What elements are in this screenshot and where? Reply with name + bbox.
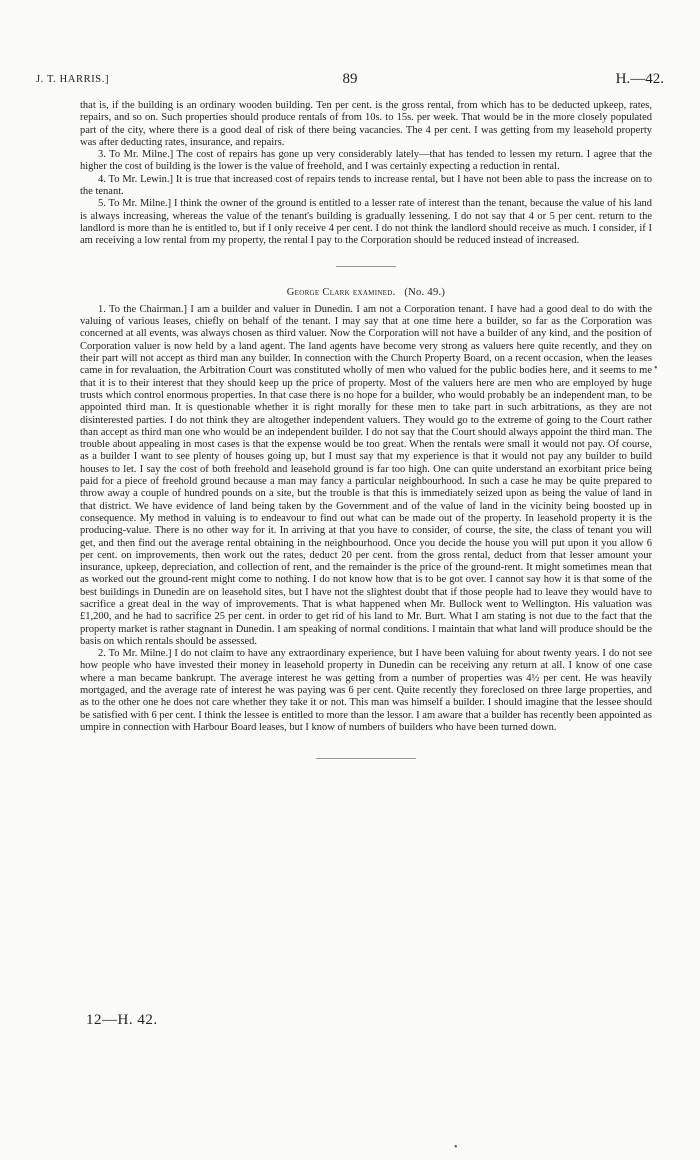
paragraph-answer-3: 3. To Mr. Milne.] The cost of repairs has gone up very considerably lately—that has tended to lessen my return. I agree that the higher the cost of building is the lower is the value of freehold, and I was certainly expecting a reduction in rental.	[80, 149, 652, 173]
signature-mark: 12—H. 42.	[86, 1012, 158, 1028]
section-divider	[336, 266, 396, 267]
paragraph-witness-answer-2: 2. To Mr. Milne.] I do not claim to have any extraordinary experience, but I have been valuing for about twenty years. I do not see how people who have invested their money in leasehold property in Dunedin can be receiving any return at all. I know of one case where a man became bankrupt. The average interest he was getting from a number of properties was 4½ per cent. He was heavily mortgaged, and the average rate of interest he was paying was 6 per cent. Quite recently they foreclosed on three large properties, and as to the other one he does not care whether they take it or not. This man was himself a builder. I should imagine that the lessee should be satisfied with 6 per cent. I think the lessee is entitled to more than the lessor. I am aware that a builder has recently been appointed as umpire in connection with Harbour Board leases, but I know of numbers of builders who have been turned down.	[80, 648, 652, 733]
margin-dot: •	[654, 363, 658, 374]
witness-number: (No. 49.)	[404, 286, 446, 298]
paragraph-answer-4: 4. To Mr. Lewin.] It is true that increased cost of repairs tends to increase rental, but I have not been able to pass the increase on to the tenant.	[80, 173, 652, 198]
page-header	[36, 71, 664, 91]
header-witness-name: J. T. HARRIS.]	[36, 74, 110, 85]
paragraph-answer-5: 5. To Mr. Milne.] I think the owner of the ground is entitled to a lesser rate of interest than the tenant, because the value of his land is always increasing, whereas the value of the tenant's building is gradually lessening. I do not say that 4 or 5 per cent. return to the landlord is more than he is entitled to, but if I only receive 4 per cent. I do not think the landlord should receive as much. I consider, if I am receiving a low rental from my property, the rental I pay to the Corporation should be reduced instead of increased.	[80, 198, 652, 247]
page-body	[80, 100, 652, 759]
paragraph-witness-answer-1: 1. To the Chairman.] I am a builder and valuer in Dunedin. I am not a Corporation tenant. I have had a good deal to do with the valuing of various leases, chiefly on behalf of the tenant. I may say that at one time here a builder, so far as the Corporation was concerned at all events, was always chosen as third valuer. Now the Corporation will not have a builder of any kind, and the position of Corporation valuer is now held by a land agent. The land agents have become very strong as valuers here quite recently, and they on their part will not accept as third man any builder. In connection with the Church Property Board, on a recent occasion, when the leases came in for revaluation, the Arbitration Court was constituted wholly of men who valued for the public bodies here, and it seems to me that it is to their interest that they should keep up the price of property. Most of the valuers here are men who are employed by huge trusts which control enormous properties. In that case there is no hope for a builder, who would probably be an independent man, to be appointed third man. It is questionable whether it is right morally for these men to take part in such arbitrations, as they are not disinterested parties. I do not think they are altogether independent valuers. They would go to the extreme of going to the Court rather than accept as third man one who would be an independent builder. I do not say that the Court should always appoint the third man. The trouble about appealing in most cases is that the expense would be too great. When the rentals were small it would not pay. Of course, as a builder I want to see plenty of houses going up, but I must say that my experience is that it would not pay any builder to build houses to let. I say the cost of both freehold and leasehold ground is far too high. One can quite understand an exorbitant price being paid for a piece of freehold ground because a man may fancy a particular neighbourhood. In such a case he may be quite prepared to throw away a couple of hundred pounds on a site, but the trouble is that this is immediately seized upon as being the value of land in that district. We have evidence of land being taken by the Government and of the value of land in the vicinity being boosted up in consequence. My method in valuing is to endeavour to find out what can be made out of the property. In leasehold property it is the producing-value. There is no other way for it. In arriving at that you have to consider, of course, the site, the class of tenant you will get, and then find out the average rental obtaining in the neighbourhood. Once you decide the house you will put upon it you allow 6 per cent. on improvements, then work out the rates, deduct 20 per cent. from the gross rental, deduct from that lesser amount your insurance, upkeep, depreciation, and collection of rent, and the remainder is the price of the ground-rent. It might sometimes mean that as worked out the ground-rent might come to nothing. I do not know how that is to be got over. I cannot say how it is that some of the best buildings in Dunedin are on leasehold sites, but I have not the slightest doubt that if those people had to leave they would have to sacrifice a great deal in the way of improvements. That is what happened when Mr. Bullock went to Wellington. His valuation was £1,200, and he had to sacrifice 25 per cent. in order to get rid of his land to Mr. Burt. What I am stating is not due to the fact that the property market is rather stagnant in Dunedin. I am speaking of normal conditions. I maintain that what land will produce should be the basis on which rentals should be assessed.	[80, 303, 652, 647]
end-divider	[316, 758, 416, 759]
bottom-dot: •	[454, 1142, 458, 1153]
page-number: 89	[342, 71, 358, 87]
document-reference: H.—42.	[615, 71, 664, 87]
witness-heading: George Clark examined.	[286, 286, 396, 298]
paragraph-continuation: that is, if the building is an ordinary wooden building. Ten per cent. is the gross rental, from which has to be deducted upkeep, rates, repairs, and so on. Such properties should produce rentals of from 10s. to 15s. per week. That would be in the more closely populated part of the city, where there is a good deal of risk of there being vacancies. The 4 per cent. I was getting from my leasehold property was after deducting rates, insurance, and repairs.	[80, 100, 652, 148]
section-heading	[80, 287, 652, 299]
